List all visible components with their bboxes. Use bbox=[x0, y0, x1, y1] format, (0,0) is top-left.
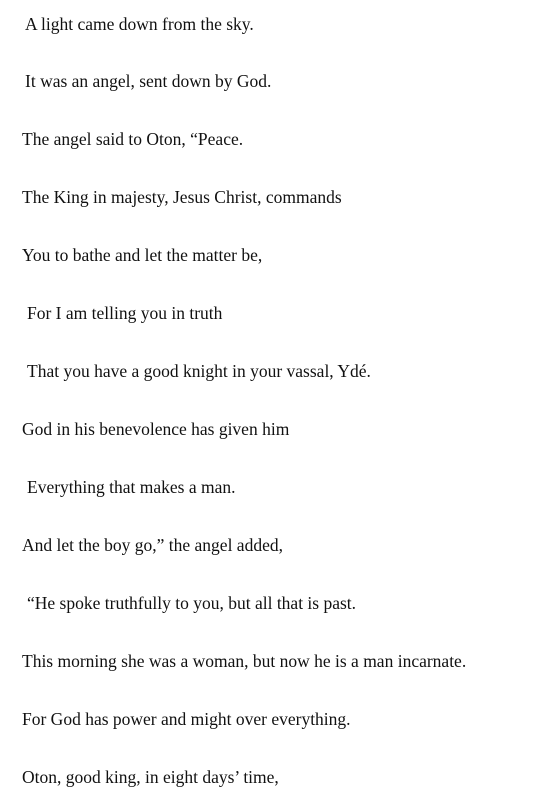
poem-line-12: This morning she was a woman, but now he is a man incarnate. bbox=[22, 651, 467, 671]
poem-line-13: For God has power and might over everything. bbox=[22, 709, 351, 729]
poem-line-9: Everything that makes a man. bbox=[27, 477, 236, 497]
poem-line-14: Oton, good king, in eight days’ time, bbox=[22, 767, 279, 787]
poem-line-11: “He spoke truthfully to you, but all that is past. bbox=[27, 593, 357, 613]
poem-line-8: God in his benevolence has given him bbox=[22, 419, 290, 439]
poem-line-3: The angel said to Oton, “Peace. bbox=[22, 129, 244, 149]
poem-line-10: And let the boy go,” the angel added, bbox=[22, 535, 283, 555]
poem-line-1: A light came down from the sky. bbox=[25, 14, 254, 34]
poem-line-6: For I am telling you in truth bbox=[27, 303, 223, 323]
poem-line-4: The King in majesty, Jesus Christ, commands bbox=[22, 187, 342, 207]
poem-line-2: It was an angel, sent down by God. bbox=[25, 71, 272, 91]
poem-line-5: You to bathe and let the matter be, bbox=[22, 245, 263, 265]
poem-line-7: That you have a good knight in your vassal, Ydé. bbox=[27, 361, 371, 381]
